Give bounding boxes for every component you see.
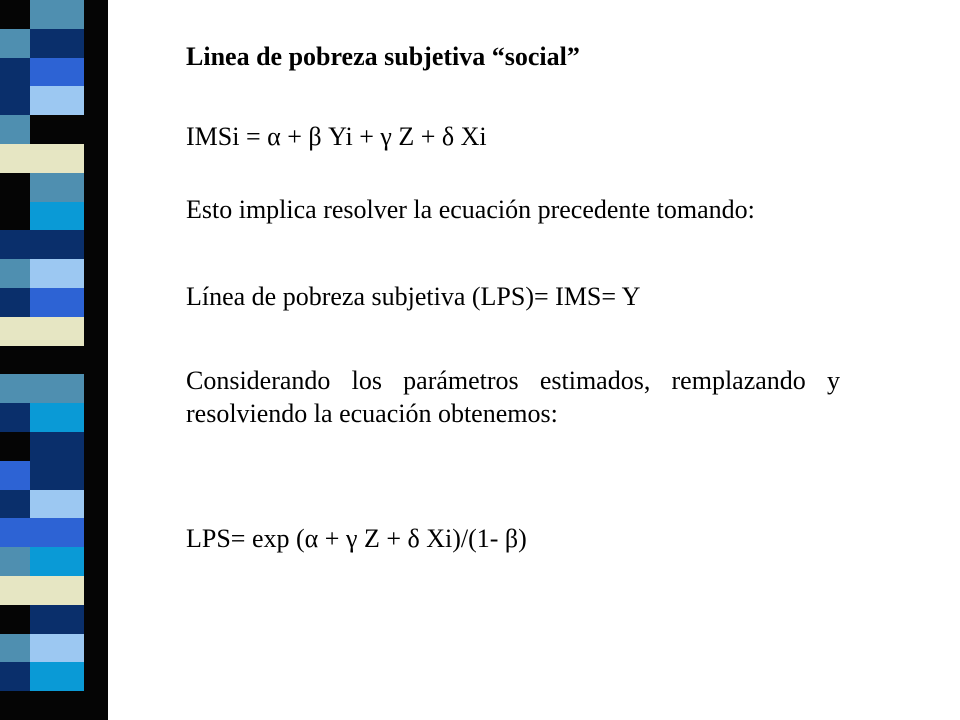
strip-block-row <box>0 144 108 173</box>
strip-block <box>30 403 84 432</box>
strip-block <box>84 58 108 87</box>
strip-block-row <box>0 403 108 432</box>
strip-block <box>30 317 84 346</box>
strip-block <box>30 691 84 720</box>
strip-block <box>0 403 30 432</box>
strip-block-row <box>0 29 108 58</box>
strip-block <box>0 374 30 403</box>
strip-block <box>84 403 108 432</box>
strip-block <box>84 691 108 720</box>
strip-block <box>30 605 84 634</box>
strip-block <box>30 547 84 576</box>
strip-block <box>84 576 108 605</box>
strip-block-row <box>0 432 108 461</box>
strip-block-row <box>0 86 108 115</box>
strip-block <box>84 230 108 259</box>
strip-block <box>30 202 84 231</box>
strip-block <box>30 230 84 259</box>
strip-block <box>30 259 84 288</box>
strip-block-row <box>0 115 108 144</box>
strip-block <box>84 86 108 115</box>
lps-definition: Línea de pobreza subjetiva (LPS)= IMS= Y <box>186 282 641 311</box>
strip-block <box>30 432 84 461</box>
strip-block <box>30 662 84 691</box>
strip-block-row <box>0 605 108 634</box>
strip-block <box>0 317 30 346</box>
strip-block <box>84 173 108 202</box>
strip-block-row <box>0 288 108 317</box>
strip-block <box>84 634 108 663</box>
strip-block <box>0 547 30 576</box>
strip-block <box>0 490 30 519</box>
strip-block <box>0 518 30 547</box>
strip-block <box>84 144 108 173</box>
strip-block <box>30 29 84 58</box>
strip-block-row <box>0 374 108 403</box>
decorative-color-strip <box>0 0 108 720</box>
strip-block <box>84 115 108 144</box>
imsi-equation: IMSi = α + β Yi + γ Z + δ Xi <box>186 122 487 151</box>
strip-block <box>0 576 30 605</box>
strip-block-row <box>0 0 108 29</box>
strip-block <box>30 461 84 490</box>
strip-block-row <box>0 634 108 663</box>
strip-block-row <box>0 490 108 519</box>
strip-block <box>84 317 108 346</box>
strip-block <box>84 662 108 691</box>
strip-block-row <box>0 547 108 576</box>
strip-block <box>0 432 30 461</box>
strip-block <box>84 461 108 490</box>
strip-block <box>30 518 84 547</box>
strip-block <box>0 691 30 720</box>
strip-block <box>84 374 108 403</box>
strip-block <box>0 346 30 375</box>
strip-block <box>84 29 108 58</box>
strip-block <box>30 490 84 519</box>
strip-block <box>30 58 84 87</box>
strip-block-row <box>0 461 108 490</box>
strip-block <box>0 230 30 259</box>
strip-block-row <box>0 662 108 691</box>
strip-block-row <box>0 230 108 259</box>
considering-paragraph: Considerando los parámetros estimados, remplazando y resolviendo la ecuación obtenemos: <box>186 366 840 429</box>
strip-block-row <box>0 691 108 720</box>
strip-block <box>0 461 30 490</box>
strip-block <box>30 86 84 115</box>
strip-block <box>84 432 108 461</box>
strip-block <box>84 547 108 576</box>
strip-block <box>84 288 108 317</box>
strip-block <box>30 173 84 202</box>
strip-block <box>84 518 108 547</box>
strip-block <box>0 662 30 691</box>
intro-paragraph: Esto implica resolver la ecuación precedente tomando: <box>186 195 755 224</box>
strip-block <box>84 202 108 231</box>
strip-block <box>84 259 108 288</box>
strip-block <box>0 0 30 29</box>
strip-block <box>0 173 30 202</box>
strip-block <box>0 288 30 317</box>
strip-block <box>0 29 30 58</box>
strip-block-row <box>0 58 108 87</box>
strip-block <box>84 0 108 29</box>
strip-block <box>30 288 84 317</box>
strip-block <box>0 144 30 173</box>
slide-title: Linea de pobreza subjetiva “social” <box>186 42 580 71</box>
strip-block <box>30 374 84 403</box>
strip-block <box>30 0 84 29</box>
strip-block-row <box>0 346 108 375</box>
strip-block <box>84 346 108 375</box>
lps-result-formula: LPS= exp (α + γ Z + δ Xi)/(1- β) <box>186 524 527 553</box>
strip-block <box>30 346 84 375</box>
strip-block <box>0 115 30 144</box>
strip-block-row <box>0 173 108 202</box>
strip-block <box>30 115 84 144</box>
strip-block-row <box>0 317 108 346</box>
strip-block-row <box>0 576 108 605</box>
strip-block <box>30 634 84 663</box>
strip-block <box>30 144 84 173</box>
strip-block <box>0 634 30 663</box>
strip-block <box>0 58 30 87</box>
strip-block <box>30 576 84 605</box>
strip-block-row <box>0 202 108 231</box>
strip-block <box>84 490 108 519</box>
strip-block-row <box>0 259 108 288</box>
strip-block <box>84 605 108 634</box>
strip-block <box>0 202 30 231</box>
strip-block <box>0 259 30 288</box>
strip-block <box>0 86 30 115</box>
strip-block <box>0 605 30 634</box>
strip-block-row <box>0 518 108 547</box>
